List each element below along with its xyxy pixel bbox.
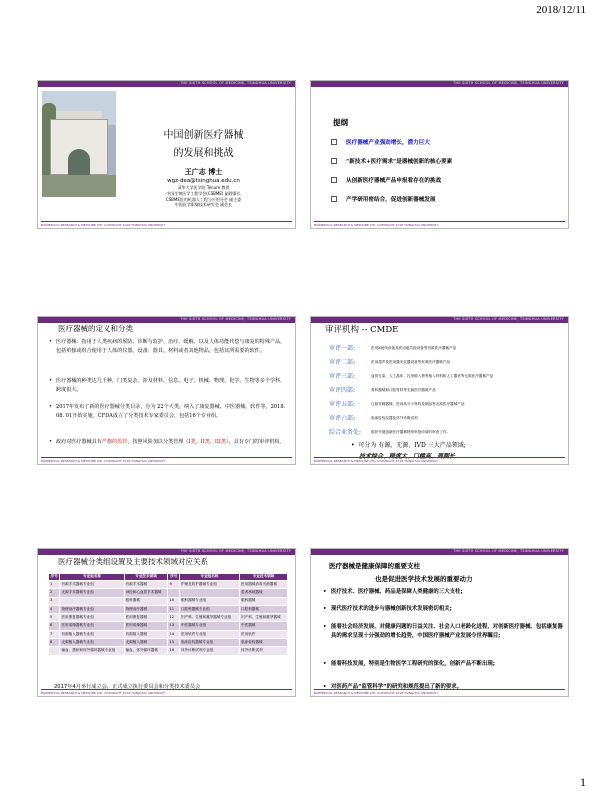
slide-footer: BIOMEDICAL RESEARCH & MEDICINE LTD. COPYRIGHT 2018 TSINGHUA UNIVERSITY [41,457,292,463]
table-cell [60,597,124,605]
table-cell: 眼科器械专业组 [179,597,239,605]
table-cell: 5 [49,614,60,622]
table-cell: 11 [168,605,179,613]
bullet-paragraph: • 2017年发布了新的医疗器械分类目录，分为 22个大类，纳入了康复器械、中医器械、软件等，2018. 08. 01开始实施。CFDA成立了分类技术专家委员会，包括16个专业组。 [49,404,286,419]
table-cell: 3 [49,597,60,605]
slide-footer: BIOMEDICAL RESEARCH & MEDICINE LTD. COPYRIGHT 2018 TSINGHUA UNIVERSITY [41,221,292,227]
table-row [49,605,288,613]
table-cell: 医用康复器械专业组 [60,614,124,622]
table-cell: 医用康复器械 [124,614,168,622]
table-cell: 眼科器械 [240,597,288,605]
table-row [49,630,288,638]
table-row [49,622,288,630]
outline-item: 产学研用密结合，促进创新器械发展 [331,195,436,203]
table-header-row: 序号 专业组名称 专业技术领域 序号 专业组名称 专业技术领域 [49,574,288,581]
table-cell: 4 [49,605,60,613]
table-cell: 7 [49,630,60,638]
slide-5-classification-table [37,548,296,697]
slide-6-importance [310,548,569,697]
table-cell: 12 [168,614,179,622]
table-cell: 有源手术器械 [124,581,168,589]
slide-footer: BIOMEDICAL RESEARCH & MEDICINE LTD. COPYRIGHT 2018 TSINGHUA UNIVERSITY [314,457,565,463]
author-affiliations: 清华大学医学院 Tenure 教授 中国生物医学工程学会(CSBME) 副理事长 CSBME医用机器人工程与应用分会 副主委 中国医学影像技术研究会 副会长 [165,185,242,208]
table-cell: 输血、体外循环器械 [124,647,168,655]
table-row [49,639,288,647]
table-cell: 医用成像器械 [124,622,168,630]
table-row [49,614,288,622]
bullet-paragraph: • 能着科技发展，特别是生物医学工程研究的深化，创新产品不断出现; [323,661,495,667]
bullet-paragraph: • 医疗器械：指用于人类疾病的预防、诊断与监护、治疗、缓解，以及人体功能代偿与康复的特殊产品，包括单独或组合使用于人体的仪器、设备、器具、材料或者其他物品，包括其所需要的软件。 [49,339,286,354]
review-dept-row: 审评三部: $^{血管支架、人工晶体、乳房植入物等植入材料和人工器官等无源医疗器械产品}$ [329,373,494,380]
review-dept-row: 审评一部: $^{医用X射线设备及医用磁共振设备等有源医疗器械产品}$ [329,345,457,352]
table-cell: 有源手术器械专业组 [60,581,124,589]
table-row [49,581,288,589]
table-cell: 口腔科器械 [240,605,288,613]
slide-banner: THE SIXTH SCHOOL OF MEDICINE, TSINGHUA UNIVERSITY [38,81,295,87]
outline-item: “新技术+医疗需求”是器械创新的核心要素 [331,157,452,165]
square-bullet-icon [331,177,337,183]
summary-line: • 可分为 有源、无源、IVD 三大产品领域; [351,442,466,449]
slide-3-definition [37,316,296,465]
review-dept-row: 审评四部: $^{骨科器械和口腔材料等无源医疗器械产品}$ [329,387,436,394]
bullet-paragraph: • 能着社会经济发展、对健康问题的日益关注、社会人口老龄化进程，对创新医疗器械、包括康复器具的需求呈现十分强劲的增长趋势，中国医疗器械产业发展令世界瞩目; [323,624,563,639]
page-number: 1 [580,775,586,789]
table-cell: 14 [168,630,179,638]
table-caption: 2017年4月举行成立会，正式成立执行委员会和分类技术委员会 [54,684,201,690]
table-row [49,647,288,655]
table-cell: 无源手术器械专业组 [60,589,124,597]
table-cell: 口腔科器械专业组 [179,605,239,613]
slide-banner: THE SIXTH SCHOOL OF MEDICINE, TSINGHUA UNIVERSITY [311,317,568,323]
table-cell: 13 [168,622,179,630]
author-name: 王广志 博士 [184,167,223,176]
square-bullet-icon [331,196,337,202]
table-cell [49,647,60,655]
table-cell: 16 [168,647,179,655]
table-cell: 神经和心血管手术器械 [124,589,168,597]
bullet-paragraph: • 政府对医疗器械具有严格的监管，按照风险加以分类管理（I类、II类、III类），具有专门的审评机构。 [49,439,285,445]
outline-item: 医疗器械产业强劲增长，潜力巨大 [331,138,430,146]
table-cell: 妇产科、生殖和避孕器械 [240,614,288,622]
bullet-paragraph: • 现代医疗技术的进步与器械创新技术发展密切相关; [323,606,452,612]
table-cell: 物理治疗器械专业组 [60,605,124,613]
table-cell: 患者承载器械 [240,589,288,597]
table-cell: 2 [49,589,60,597]
outline-heading: 提纲 [333,118,348,127]
review-dept-row: 审评二部: $^{医用超声及医用激光仪器设备等有源医疗器械产品}$ [329,359,451,366]
slide-title: 医疗器械的定义和分类 [58,324,133,333]
table-cell: 临床检验器械 [240,639,288,647]
outline-item: 从创新医疗器械产品申报看存在的挑战 [331,176,441,184]
slide-title: 医疗器械分类组设置及主要技术领域对应关系 [58,557,208,566]
university-gate-photo [42,91,116,197]
slide-2-outline [310,80,569,229]
bullet-paragraph: • 对医药产品“监管科学”的研究和规范提出了新的要求。 [323,684,463,690]
table-cell [168,589,179,597]
table-cell: 有源植入器械专业组 [60,630,124,638]
table-cell: 眼科器械 [124,597,168,605]
table-cell: 15 [168,639,179,647]
table-cell: 医用软件 [240,630,288,638]
summary-line-emphasis: 技术综合、跨度大、门槛高、周期长 [359,453,456,460]
classification-table [48,573,288,656]
author-email: wgz-dea@tsinghua.edu.cn [167,178,240,184]
table-cell: 护理及防护器械专业组 [179,581,239,589]
table-cell: 中医器械专业组 [179,622,239,630]
print-date: 2018/12/11 [536,4,586,16]
table-cell: 无源植入器械 [124,639,168,647]
table-cell [179,589,239,597]
slide-4-review-agency [310,316,569,465]
table-cell: 输血、透析和体外循环器械专业组 [60,647,124,655]
bullet-paragraph: • 医疗技术、医疗器械、药品是保障人类健康的三大支柱; [323,589,463,595]
presentation-title: 中国创新医疗器械 的发展和挑战 [163,130,244,159]
square-bullet-icon [331,139,337,145]
slide-subheading: 也是促进医学技术发展的重要动力 [375,575,473,583]
table-cell: 1 [49,581,60,589]
table-cell: 临床检验器械专业组 [179,639,239,647]
slide-1-title [37,80,296,229]
review-dept-row: 审评六部: $^{临床检验仪器及体外诊断试剂}$ [329,415,418,422]
slide-banner: THE SIXTH SCHOOL OF MEDICINE, TSINGHUA UNIVERSITY [38,549,295,555]
slide-heading: 医疗器械是健康保障的重要支柱 [329,562,420,570]
table-row [49,589,288,597]
table-cell: 9 [168,581,179,589]
table-cell: 妇产科、生殖和避孕器械专业组 [179,614,239,622]
table-cell: 医用软件专业组 [179,630,239,638]
square-bullet-icon [331,158,337,164]
slide-banner: THE SIXTH SCHOOL OF MEDICINE, TSINGHUA UNIVERSITY [38,317,295,323]
slide-banner: THE SIXTH SCHOOL OF MEDICINE, TSINGHUA UNIVERSITY [311,81,568,87]
table-cell: 体外诊断试剂 [240,647,288,655]
table-cell: 物理治疗器械 [124,605,168,613]
slide-title: 审评机构 -- CMDE [325,325,399,335]
table-cell: 医用成像器械专业组 [60,622,124,630]
table-cell: 有源植入器械 [124,630,168,638]
bullet-paragraph: • 医疗器械的种类达几千种，门类复杂，涉及材料、信息、电子、机械、物理、化学、生物等多个学科，跨度很大。 [49,378,286,393]
table-cell: 无源植入器械专业组 [60,639,124,647]
review-dept-row: 综合业务处: $^{组织开展创新医疗器械特别审批申请的审查工作。}$ [329,429,451,436]
table-cell: 医用器械消毒灭菌器械 [240,581,288,589]
slide-footer: BIOMEDICAL RESEARCH & MEDICINE LTD. COPYRIGHT 2018 TSINGHUA UNIVERSITY [314,689,565,695]
table-row [49,597,288,605]
table-cell: 10 [168,597,179,605]
table-cell: 中医器械 [240,622,288,630]
slide-footer: BIOMEDICAL RESEARCH & MEDICINE LTD. COPYRIGHT 2018 TSINGHUA UNIVERSITY [41,689,292,695]
table-cell: 体外诊断试剂专业组 [179,647,239,655]
review-dept-row: 审评五部: $^{注射穿刺器械、医用高分子材料及制品等无源医疗器械产品}$ [329,401,465,408]
slide-footer: BIOMEDICAL RESEARCH & MEDICINE LTD. COPYRIGHT 2018 TSINGHUA UNIVERSITY [314,221,565,227]
table-cell: 6 [49,622,60,630]
slide-banner: THE SIXTH SCHOOL OF MEDICINE, TSINGHUA UNIVERSITY [311,549,568,555]
table-cell: 8 [49,639,60,647]
